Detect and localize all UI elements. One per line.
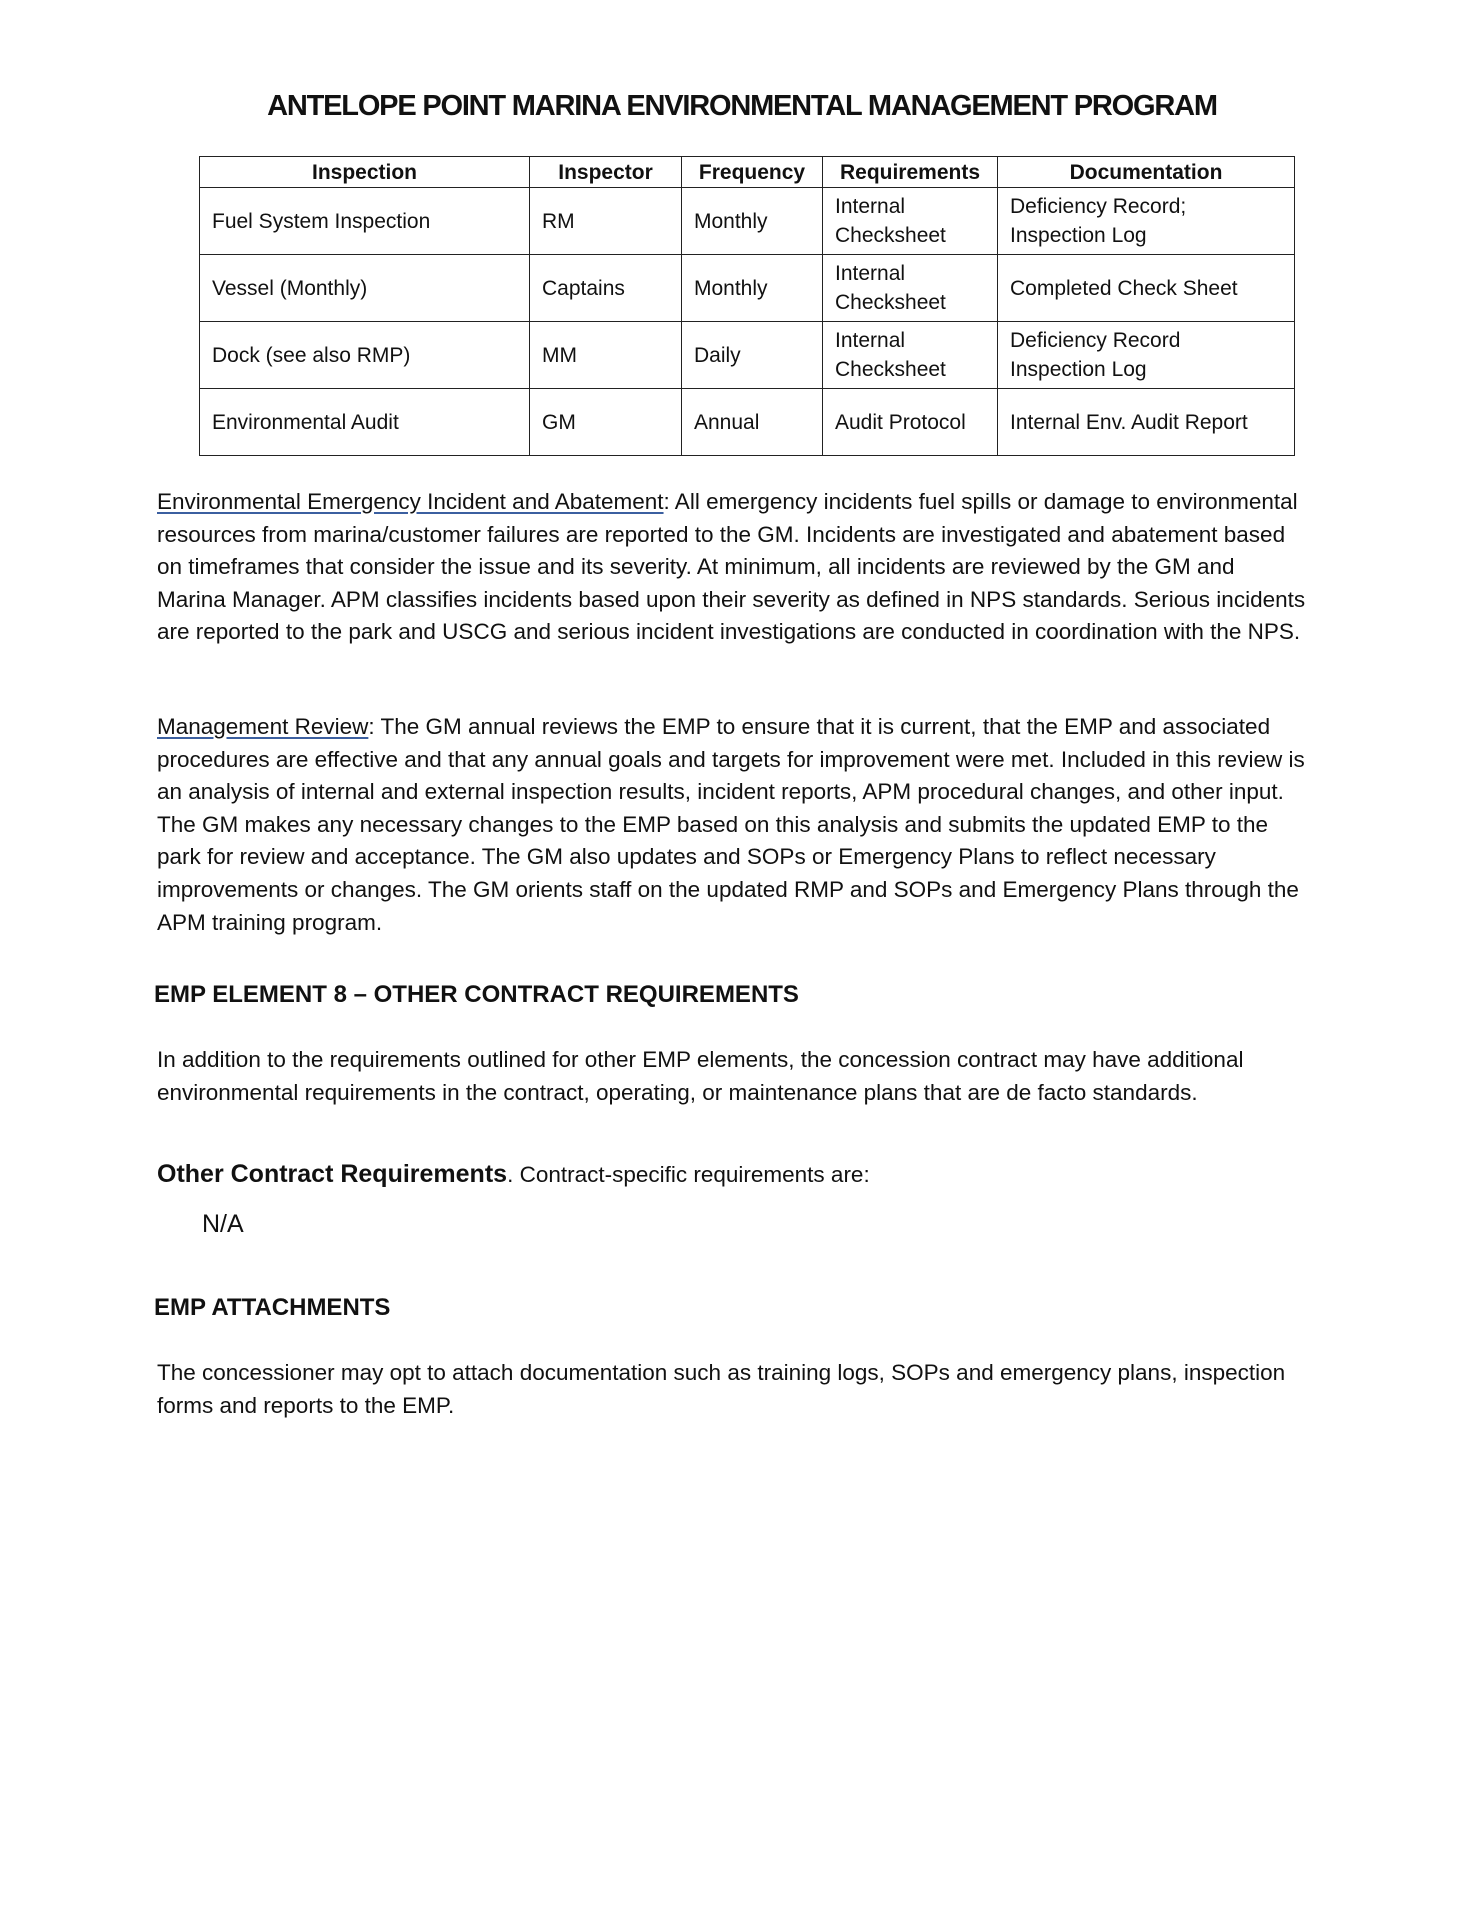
inspection-cell: Environmental Audit: [200, 389, 530, 456]
requirements-line: Audit Protocol: [835, 410, 966, 434]
element8-intro: In addition to the requirements outlined for other EMP elements, the concession contract may have additional environmental requirements in the contract, operating, or maintenance plans that are de facto standards.: [157, 1047, 1244, 1105]
requirements-line: Internal: [835, 195, 906, 218]
documentation-cell: [998, 188, 1295, 255]
management-review-label: Management Review: [157, 714, 369, 739]
frequency-cell: Daily: [682, 322, 823, 389]
documentation-line: Inspection Log: [1010, 224, 1147, 247]
column-header-inspection: Inspection: [200, 157, 530, 188]
frequency-cell: Monthly: [682, 255, 823, 322]
documentation-cell: [998, 322, 1295, 389]
requirements-line: Internal: [835, 329, 906, 352]
emergency-incident-label: Environmental Emergency Incident and Abatement: [157, 489, 664, 514]
requirements-line: Checksheet: [835, 224, 946, 247]
requirements-line: Checksheet: [835, 291, 946, 314]
inspector-cell: GM: [530, 389, 682, 456]
requirements-cell: [823, 255, 998, 322]
requirements-line: Internal: [835, 262, 906, 285]
inspection-cell: Vessel (Monthly): [200, 255, 530, 322]
requirements-cell: [823, 322, 998, 389]
other-contract-requirements: [157, 1158, 1307, 1192]
inspection-table: [199, 156, 1295, 456]
element8-heading: EMP ELEMENT 8 – OTHER CONTRACT REQUIREMENTS: [154, 981, 799, 1008]
management-review-text: : The GM annual reviews the EMP to ensure that it is current, that the EMP and associated procedures are effective and that any annual goals and targets for improvement were met. Included in this review is an analysis of internal and external inspection results, incident reports, APM procedural changes, and other input. The GM makes any necessary changes to the EMP based on this analysis and submits the updated EMP to the park for review and acceptance. The GM also updates and SOPs or Emergency Plans to reflect necessary improvements or changes. The GM orients staff on the updated RMP and SOPs and Emergency Plans through the APM training program.: [157, 714, 1305, 935]
table-row: [200, 389, 1295, 456]
inspector-cell: RM: [530, 188, 682, 255]
requirements-line: Checksheet: [835, 358, 946, 381]
management-review-paragraph: [157, 711, 1307, 939]
column-header-requirements: Requirements: [823, 157, 998, 188]
documentation-line: Completed Check Sheet: [1010, 276, 1238, 300]
emergency-incident-text: : All emergency incidents fuel spills or damage to environmental resources from marina/customer failures are reported to the GM. Incidents are investigated and abatement based on timeframes that consider the issue and its severity. At minimum, all incidents are reviewed by the GM and Marina Manager. APM classifies incidents based upon their severity as defined in NPS standards. Serious incidents are reported to the park and USCG and serious incident investigations are conducted in coordination with the NPS.: [157, 489, 1306, 645]
documentation-line: Deficiency Record;: [1010, 195, 1187, 218]
inspection-cell: Fuel System Inspection: [200, 188, 530, 255]
requirements-cell: [823, 389, 998, 456]
documentation-cell: [998, 389, 1295, 456]
table-header-row: [200, 157, 1295, 188]
other-contract-text: . Contract-specific requirements are:: [507, 1162, 870, 1187]
column-header-frequency: Frequency: [682, 157, 823, 188]
attachments-text: The concessioner may opt to attach documentation such as training logs, SOPs and emergency plans, inspection forms and reports to the EMP.: [157, 1360, 1286, 1418]
documentation-line: Deficiency Record: [1010, 329, 1181, 352]
table-row: [200, 322, 1295, 389]
inspector-cell: MM: [530, 322, 682, 389]
requirements-cell: [823, 188, 998, 255]
column-header-documentation: Documentation: [998, 157, 1295, 188]
table-row: [200, 188, 1295, 255]
documentation-line: Internal Env. Audit Report: [1010, 410, 1248, 434]
inspector-cell: Captains: [530, 255, 682, 322]
inspection-cell: Dock (see also RMP): [200, 322, 530, 389]
frequency-cell: Monthly: [682, 188, 823, 255]
column-header-inspector: Inspector: [530, 157, 682, 188]
frequency-cell: Annual: [682, 389, 823, 456]
table-row: [200, 255, 1295, 322]
attachments-heading: EMP ATTACHMENTS: [154, 1294, 391, 1321]
page-title: ANTELOPE POINT MARINA ENVIRONMENTAL MANAGEMENT PROGRAM: [267, 90, 1217, 122]
other-contract-value: N/A: [202, 1210, 244, 1238]
documentation-line: Inspection Log: [1010, 358, 1147, 381]
documentation-cell: [998, 255, 1295, 322]
other-contract-label: Other Contract Requirements: [157, 1160, 508, 1188]
emergency-incident-paragraph: [157, 486, 1307, 649]
